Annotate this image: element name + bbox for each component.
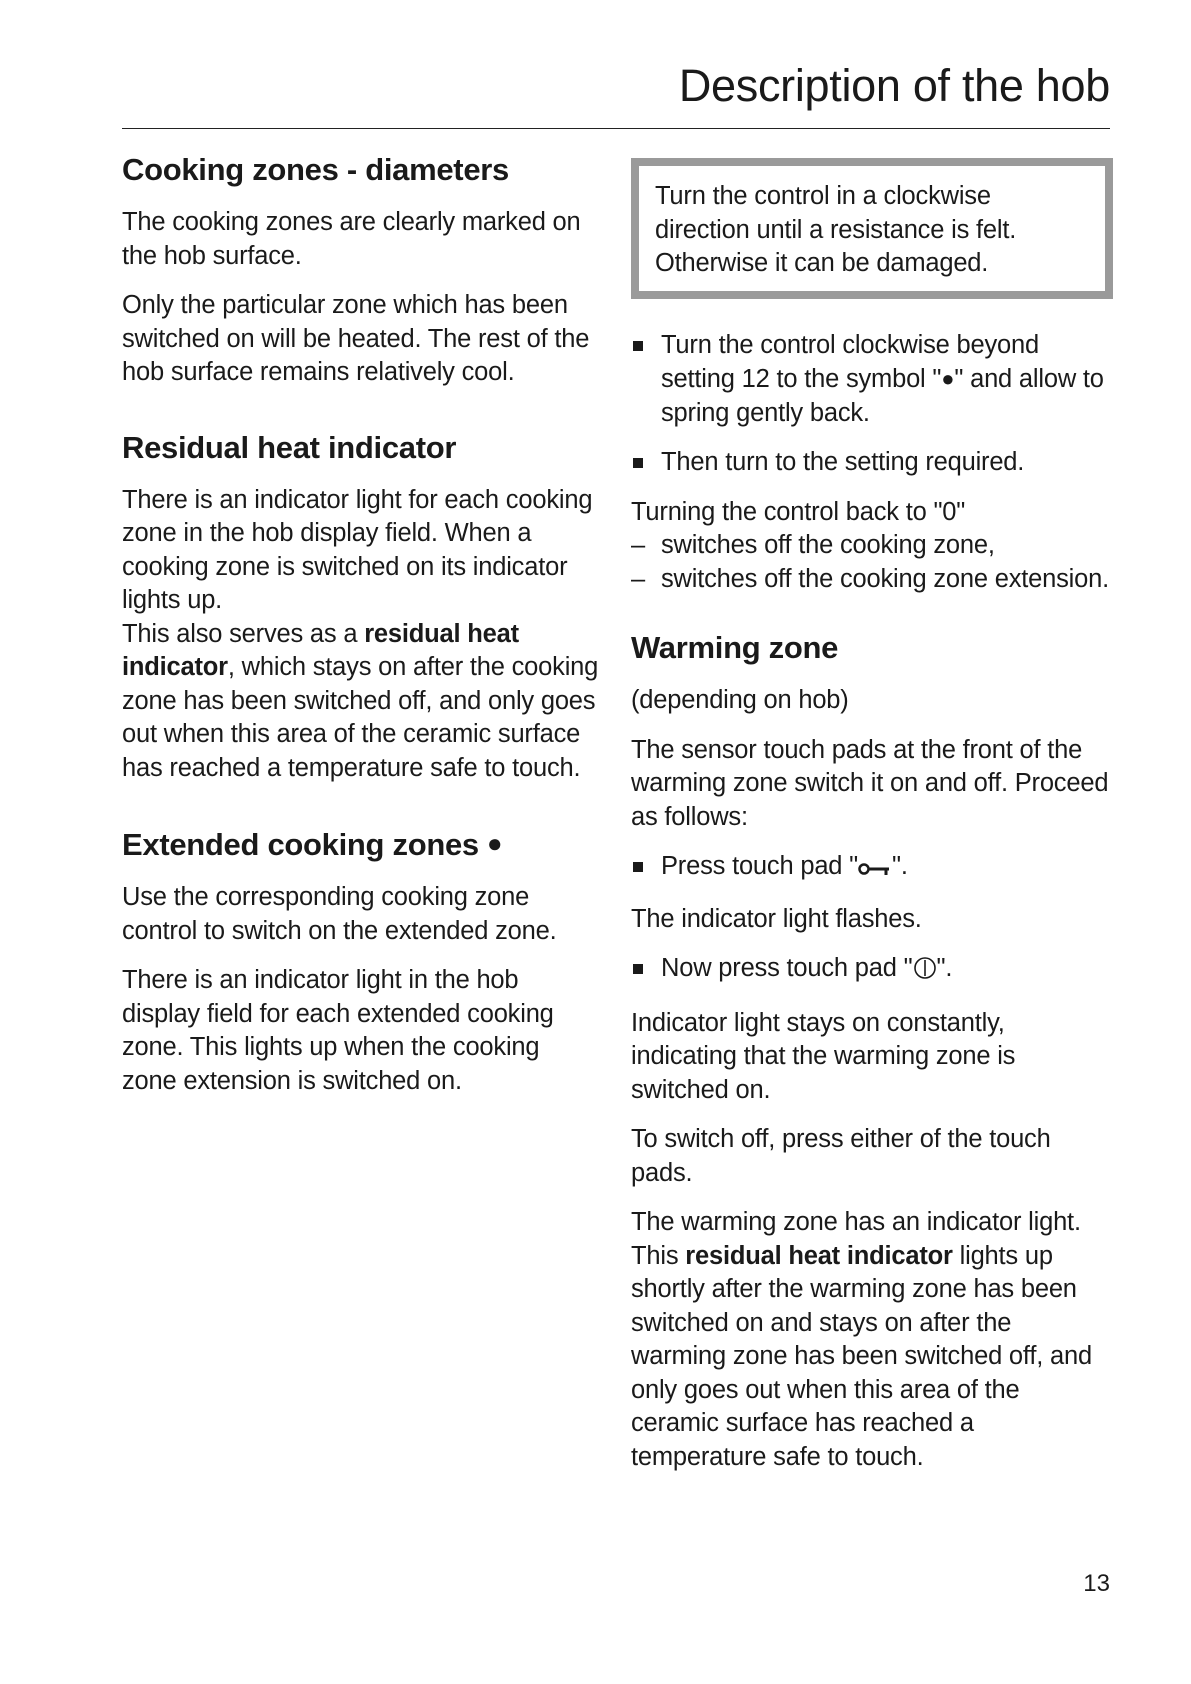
bullet-setting-required (631, 446, 1113, 480)
section-cooking-zones-diameters (122, 150, 600, 390)
dash-item-2-text: switches off the cooking zone extension. (661, 564, 1109, 593)
residual-text-1: There is an indicator light for each cooking zone in the hob display field. When a cooking zone is switched on its indicator lights up. (122, 485, 593, 614)
bullet-press-power-pad-pre: Now press touch pad " (661, 954, 913, 982)
section-extended-cooking-zones (122, 823, 600, 1098)
section-warming-zone (631, 628, 1113, 1474)
warming-paragraph-3: To switch off, press either of the touch pads. (631, 1125, 1051, 1187)
warning-box (631, 158, 1113, 299)
warming-note: (depending on hob) (631, 686, 849, 714)
title-divider (122, 128, 1110, 129)
residual-text-2-post: , which stays on after the cooking zone has been switched off, and only goes out when this area of the ceramic surface has reached a temperature safe to touch. (122, 653, 599, 782)
dash-marker: – (631, 564, 645, 593)
residual-text-2-pre: This also serves as a (122, 619, 365, 648)
extended-zone-dot-icon: ● (486, 828, 503, 858)
warming-paragraph-1: The sensor touch pads at the front of the warming zone switch it on and off. Proceed as follows: (631, 735, 1109, 831)
bullet-press-power-pad (631, 952, 1113, 991)
warning-text: Turn the control in a clockwise direction until a resistance is felt. Otherwise it can be damaged. (655, 182, 1017, 277)
bullet-turn-control-pre: Turn the control clockwise beyond setting 12 to the symbol " (661, 330, 1039, 393)
warming-text-4: The warming zone has an indicator light. (631, 1208, 1081, 1236)
bullet-square-icon (633, 458, 643, 468)
heading-warming-zone: Warming zone (631, 630, 839, 665)
left-column (122, 150, 600, 1114)
warming-text-5-post: lights up shortly after the warming zone has been switched on and stays on after the warming zone has been switched off, and only goes out when this area of the ceramic surface has reached a temperature safe to touch. (631, 1241, 1092, 1471)
heading-residual-heat-indicator: Residual heat indicator (122, 429, 457, 465)
page-number: 13 (1083, 1570, 1110, 1597)
dash-item-2 (631, 563, 1113, 597)
power-icon (913, 955, 937, 991)
warming-paragraph-4 (631, 1206, 1113, 1474)
bullet-press-key-pad (631, 850, 1113, 887)
extended-paragraph-2: There is an indicator light in the hob display field for each extended cooking zone. This lights up when the cooking zone extension is switched on. (122, 966, 554, 1095)
bullet-square-icon (633, 964, 643, 974)
heading-extended-cooking-zones (122, 823, 600, 865)
dash-item-1-text: switches off the cooking zone, (661, 531, 995, 559)
diameters-paragraph-2: Only the particular zone which has been switched on will be heated. The rest of the hob surface remains relatively cool. (122, 291, 590, 386)
bullet-press-power-pad-post: ". (936, 954, 953, 982)
dash-marker: – (631, 531, 645, 559)
turning-back-text: Turning the control back to "0" (631, 497, 966, 526)
warming-text-5-pre: This (631, 1241, 686, 1270)
bullet-setting-required-text: Then turn to the setting required. (661, 448, 1025, 476)
extended-heading-text: Extended cooking zones (122, 827, 479, 862)
bullet-square-icon (633, 862, 643, 872)
right-column (631, 150, 1113, 1490)
bullet-turn-control-post: " and allow to spring gently back. (661, 365, 1104, 427)
heading-cooking-zones-diameters: Cooking zones - diameters (122, 152, 509, 187)
residual-paragraph (122, 484, 600, 786)
section-residual-heat-indicator (122, 428, 600, 786)
diameters-paragraph-1: The cooking zones are clearly marked on the hob surface. (122, 208, 581, 270)
warming-paragraph-2: Indicator light stays on constantly, indicating that the warming zone is switched on. (631, 1008, 1016, 1104)
dash-list (631, 529, 1113, 596)
extended-paragraph-1: Use the corresponding cooking zone control to switch on the extended zone. (122, 883, 557, 945)
bullet-press-key-pad-post: ". (892, 852, 908, 880)
residual-text-2-bold: residual heat indicator (122, 619, 519, 681)
dash-item-1 (631, 529, 1113, 563)
bullet-press-key-pad-pre: Press touch pad " (661, 852, 859, 880)
page-title: Description of the hob (678, 60, 1110, 111)
key-icon (858, 853, 892, 887)
bullet-square-icon (633, 341, 643, 351)
bullet-turn-control (631, 329, 1113, 431)
warming-flashes: The indicator light flashes. (631, 904, 922, 933)
warming-text-5-bold: residual heat indicator (685, 1241, 953, 1270)
dot-symbol-icon: ● (941, 366, 955, 391)
